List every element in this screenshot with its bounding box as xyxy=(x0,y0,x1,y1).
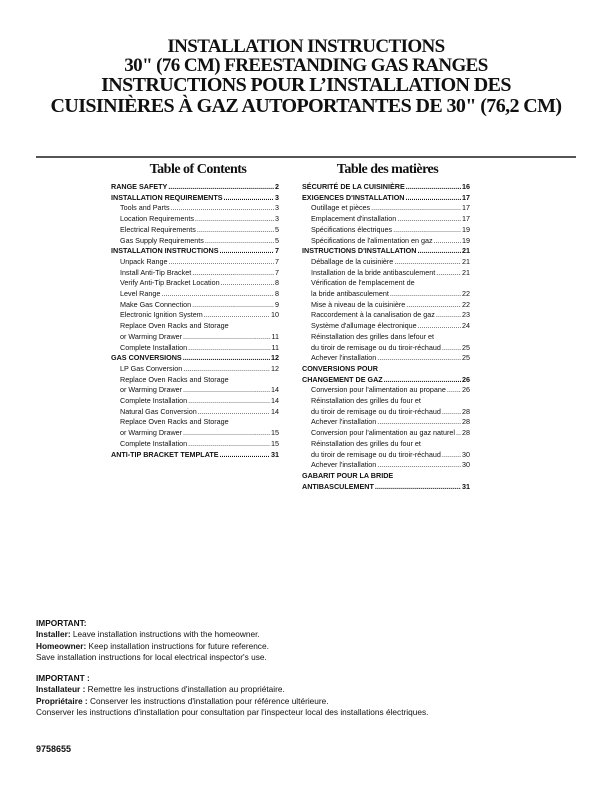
toc-entry-page: 3 xyxy=(275,203,279,213)
toc-leader-dots xyxy=(183,332,270,343)
toc-entry-label: EXIGENCES D'INSTALLATION xyxy=(302,192,405,202)
toc-entry-label-line: CONVERSIONS POUR xyxy=(302,363,378,373)
toc-entry xyxy=(302,246,470,257)
toc-entry-page: 5 xyxy=(275,224,279,234)
title-line-english-2: 30" (76 CM) FREESTANDING GAS RANGES xyxy=(124,55,488,76)
toc-english xyxy=(111,182,279,460)
toc-entry-page: 14 xyxy=(271,396,279,406)
toc-leader-dots xyxy=(394,257,461,268)
toc-entry xyxy=(111,182,279,193)
toc-entry xyxy=(111,310,279,321)
document-title xyxy=(0,37,612,117)
toc-entry-page: 19 xyxy=(462,224,470,234)
toc-leader-dots xyxy=(204,310,270,321)
notice-label: Homeowner: xyxy=(36,640,87,651)
toc-entry-page: 5 xyxy=(275,235,279,245)
toc-entry xyxy=(111,364,279,375)
toc-leader-dots xyxy=(221,278,274,289)
toc-entry-page: 21 xyxy=(462,246,470,256)
important-notice-french xyxy=(36,673,428,719)
toc-leader-dots xyxy=(220,450,270,461)
toc-entry xyxy=(111,439,279,450)
toc-entry xyxy=(111,193,279,204)
toc-entry xyxy=(111,353,279,364)
toc-entry xyxy=(111,268,279,279)
toc-entry-label-line: Replace Oven Racks and Storage xyxy=(120,417,229,427)
toc-leader-dots xyxy=(192,268,274,279)
toc-entry-label: Electrical Requirements xyxy=(120,224,196,234)
toc-entry xyxy=(302,268,470,279)
notice-line-installer xyxy=(36,629,269,640)
toc-entry-page: 25 xyxy=(462,353,470,363)
toc-entry-page: 22 xyxy=(462,299,470,309)
toc-entry-page: 14 xyxy=(271,385,279,395)
toc-entry-label: GAS CONVERSIONS xyxy=(111,353,182,363)
toc-entry xyxy=(302,203,470,214)
toc-entry-label-line: Réinstallation des grilles dans lefour et xyxy=(311,331,435,341)
toc-entry-page: 23 xyxy=(462,310,470,320)
toc-leader-dots xyxy=(197,225,274,236)
toc-entry-label: Gas Supply Requirements xyxy=(120,235,204,245)
toc-entry-label: du tiroir de remisage ou du tiroir-réchaud xyxy=(311,406,441,416)
toc-entry xyxy=(111,225,279,236)
toc-english-heading: Table of Contents xyxy=(149,162,247,177)
toc-entry xyxy=(302,460,470,471)
toc-entry-page: 17 xyxy=(462,192,470,202)
toc-entry xyxy=(111,450,279,461)
toc-entry-label: Installation de la bride antibasculement xyxy=(311,267,436,277)
notice-text: Keep installation instructions for future reference. xyxy=(86,640,269,651)
toc-leader-dots xyxy=(442,450,461,461)
toc-entry-page: 8 xyxy=(275,278,279,288)
toc-entry-label-line: Vérification de l'emplacement de xyxy=(311,278,415,288)
toc-entry-label: Conversion pour l'alimentation au propane xyxy=(311,385,446,395)
notice-label: Propriétaire : xyxy=(36,695,88,706)
toc-entry-label: Complete Installation xyxy=(120,438,188,448)
toc-entry-page: 17 xyxy=(462,203,470,213)
toc-entry-page: 11 xyxy=(271,331,279,341)
toc-entry-label: Spécifications électriques xyxy=(311,224,393,234)
toc-leader-dots xyxy=(442,343,461,354)
toc-leader-dots xyxy=(405,193,461,204)
toc-entry-page: 3 xyxy=(275,214,279,224)
toc-entry-page: 28 xyxy=(462,417,470,427)
toc-entry-page: 17 xyxy=(462,214,470,224)
toc-entry xyxy=(111,343,279,354)
toc-entry-label-line: Replace Oven Racks and Storage xyxy=(120,321,229,331)
toc-leader-dots xyxy=(377,353,461,364)
toc-entry xyxy=(302,375,470,386)
toc-entry-page: 26 xyxy=(462,385,470,395)
toc-leader-dots xyxy=(375,482,461,493)
toc-entry-label: INSTRUCTIONS D'INSTALLATION xyxy=(302,246,417,256)
toc-entry-label: Unpack Range xyxy=(120,256,168,266)
toc-entry-label: LP Gas Conversion xyxy=(120,363,183,373)
toc-entry-page: 9 xyxy=(275,299,279,309)
toc-entry-page: 15 xyxy=(271,438,279,448)
toc-entry-page: 12 xyxy=(271,353,279,363)
toc-leader-dots xyxy=(220,246,274,257)
toc-entry xyxy=(111,396,279,407)
toc-leader-dots xyxy=(406,182,461,193)
notice-line-homeowner xyxy=(36,641,269,652)
toc-french xyxy=(302,182,470,492)
toc-entry-page: 31 xyxy=(271,449,279,459)
toc-leader-dots xyxy=(188,343,270,354)
toc-entry-label: or Warming Drawer xyxy=(120,385,183,395)
toc-entry-label: la bride antibasculement xyxy=(311,289,389,299)
toc-entry xyxy=(302,428,470,439)
toc-leader-dots xyxy=(447,385,461,396)
toc-entry-page: 7 xyxy=(275,256,279,266)
toc-entry-page: 11 xyxy=(271,342,279,352)
toc-leader-dots xyxy=(224,193,274,204)
toc-entry xyxy=(302,182,470,193)
toc-entry xyxy=(302,353,470,364)
toc-leader-dots xyxy=(436,268,461,279)
toc-entry xyxy=(111,428,279,439)
notice-label: Installateur : xyxy=(36,684,86,695)
toc-entry xyxy=(111,203,279,214)
toc-entry xyxy=(302,193,470,204)
toc-entry-label: Spécifications de l'alimentation en gaz xyxy=(311,235,433,245)
title-line-english-1: INSTALLATION INSTRUCTIONS xyxy=(167,36,445,57)
toc-entry xyxy=(111,300,279,311)
toc-entry-label: CHANGEMENT DE GAZ xyxy=(302,374,383,384)
toc-entry-label: Complete Installation xyxy=(120,342,188,352)
toc-entry-label: Achever l'installation xyxy=(311,417,377,427)
toc-leader-dots xyxy=(442,407,461,418)
toc-entry-page: 21 xyxy=(462,267,470,277)
toc-leader-dots xyxy=(390,289,461,300)
toc-entry-label: Electronic Ignition System xyxy=(120,310,203,320)
toc-entry-label: Install Anti-Tip Bracket xyxy=(120,267,192,277)
toc-entry-label: Level Range xyxy=(120,289,161,299)
toc-entry-label-line: Réinstallation des grilles du four et xyxy=(311,438,421,448)
toc-entry-label: Achever l'installation xyxy=(311,353,377,363)
notice-text: Conserver les instructions d'installation pour référence ultérieure. xyxy=(87,695,329,706)
toc-entry-label: Tools and Parts xyxy=(120,203,170,213)
toc-entry-label: SÉCURITÉ DE LA CUISINIÈRE xyxy=(302,182,405,191)
toc-leader-dots xyxy=(188,439,270,450)
toc-leader-dots xyxy=(384,375,461,386)
toc-leader-dots xyxy=(377,417,461,428)
toc-entry-label: Emplacement d'installation xyxy=(311,214,397,224)
notice-line-owner xyxy=(36,696,428,707)
toc-entry-label: Système d'allumage électronique xyxy=(311,321,417,331)
toc-entry-page: 28 xyxy=(462,406,470,416)
toc-entry-label: Conversion pour l'alimentation au gaz naturel xyxy=(311,428,456,438)
toc-entry-page: 19 xyxy=(462,235,470,245)
toc-entry xyxy=(302,343,470,354)
toc-entry xyxy=(111,214,279,225)
notice-text: Remettre les instructions d'installation au propriétaire. xyxy=(85,684,285,695)
toc-leader-dots xyxy=(183,364,270,375)
toc-leader-dots xyxy=(188,396,270,407)
toc-entry-label: Raccordement à la canalisation de gaz xyxy=(311,310,435,320)
toc-leader-dots xyxy=(161,289,274,300)
toc-leader-dots xyxy=(434,236,461,247)
toc-leader-dots xyxy=(377,460,461,471)
toc-entry-page: 8 xyxy=(275,289,279,299)
toc-leader-dots xyxy=(406,300,461,311)
title-divider xyxy=(36,156,576,158)
notice-heading: IMPORTANT: xyxy=(36,618,87,628)
toc-entry-label: du tiroir de remisage ou du tiroir-réchaud xyxy=(311,449,441,459)
toc-entry xyxy=(302,225,470,236)
toc-entry-label-line: Réinstallation des grilles du four et xyxy=(311,396,421,406)
toc-leader-dots xyxy=(371,203,461,214)
toc-entry-label-line: GABARIT POUR LA BRIDE xyxy=(302,470,394,480)
toc-entry-page: 22 xyxy=(462,289,470,299)
notice-line-installer xyxy=(36,684,428,695)
toc-entry-page: 15 xyxy=(271,428,279,438)
toc-entry-page: 12 xyxy=(271,363,279,373)
toc-entry-label: Verify Anti-Tip Bracket Location xyxy=(120,278,220,288)
toc-entry xyxy=(302,385,470,396)
toc-entry xyxy=(302,450,470,461)
toc-entry-page: 10 xyxy=(271,310,279,320)
toc-leader-dots xyxy=(171,203,274,214)
toc-entry xyxy=(302,300,470,311)
toc-entry-label: Location Requirements xyxy=(120,214,194,224)
toc-entry-page: 2 xyxy=(275,182,279,191)
toc-entry xyxy=(111,385,279,396)
toc-entry-page: 16 xyxy=(462,182,470,191)
toc-leader-dots xyxy=(183,428,270,439)
toc-entry xyxy=(302,257,470,268)
toc-entry-label: Mise à niveau de la cuisinière xyxy=(311,299,406,309)
toc-entry xyxy=(111,257,279,268)
toc-entry-page: 26 xyxy=(462,374,470,384)
toc-entry-label: INSTALLATION INSTRUCTIONS xyxy=(111,246,219,256)
toc-entry xyxy=(302,407,470,418)
toc-entry xyxy=(302,289,470,300)
toc-entry xyxy=(302,417,470,428)
toc-entry xyxy=(111,246,279,257)
toc-entry xyxy=(111,289,279,300)
toc-entry-label: or Warming Drawer xyxy=(120,331,183,341)
toc-entry-label: Make Gas Connection xyxy=(120,299,192,309)
notice-heading: IMPORTANT : xyxy=(36,673,90,683)
toc-leader-dots xyxy=(198,407,270,418)
toc-entry xyxy=(111,278,279,289)
toc-entry-label: du tiroir de remisage ou du tiroir-réchaud xyxy=(311,342,441,352)
toc-entry-page: 30 xyxy=(462,449,470,459)
toc-entry-label: Complete Installation xyxy=(120,396,188,406)
toc-entry-label: or Warming Drawer xyxy=(120,428,183,438)
toc-entry xyxy=(302,236,470,247)
toc-leader-dots xyxy=(192,300,274,311)
important-notice-english xyxy=(36,618,269,664)
toc-entry xyxy=(302,310,470,321)
toc-french-heading: Table des matières xyxy=(336,162,439,177)
toc-entry-page: 24 xyxy=(462,321,470,331)
toc-entry-page: 25 xyxy=(462,342,470,352)
toc-entry-page: 14 xyxy=(271,406,279,416)
toc-leader-dots xyxy=(418,321,461,332)
toc-leader-dots xyxy=(195,214,274,225)
toc-entry-label: Natural Gas Conversion xyxy=(120,406,197,416)
toc-entry xyxy=(111,236,279,247)
notice-line-save: Save installation instructions for local electrical inspector's use. xyxy=(36,652,267,663)
toc-leader-dots xyxy=(397,214,461,225)
notice-text: Leave installation instructions with the homeowner. xyxy=(70,629,260,640)
toc-leader-dots xyxy=(436,310,461,321)
toc-entry xyxy=(302,214,470,225)
notice-label: Installer: xyxy=(36,629,71,640)
toc-entry-page: 21 xyxy=(462,256,470,266)
toc-leader-dots xyxy=(168,182,274,193)
toc-entry-label: RANGE SAFETY xyxy=(111,182,168,191)
toc-entry xyxy=(302,482,470,493)
toc-entry-page: 28 xyxy=(462,428,470,438)
toc-entry-label: Outillage et pièces xyxy=(311,203,371,213)
toc-entry xyxy=(302,321,470,332)
title-line-french-2: CUISINIÈRES À GAZ AUTOPORTANTES DE 30" (76,2 CM) xyxy=(50,95,562,117)
toc-entry-page: 3 xyxy=(275,192,279,202)
title-line-french-1: INSTRUCTIONS POUR L’INSTALLATION DES xyxy=(101,74,511,96)
toc-entry-label: INSTALLATION REQUIREMENTS xyxy=(111,192,223,202)
toc-entry-page: 31 xyxy=(462,481,470,491)
toc-entry-label-line: Replace Oven Racks and Storage xyxy=(120,374,229,384)
toc-leader-dots xyxy=(417,246,461,257)
toc-entry-label: ANTIBASCULEMENT xyxy=(302,481,374,491)
toc-leader-dots xyxy=(205,236,274,247)
toc-leader-dots xyxy=(456,428,461,439)
toc-entry xyxy=(111,332,279,343)
toc-entry-page: 30 xyxy=(462,460,470,470)
toc-leader-dots xyxy=(393,225,461,236)
notice-line-save: Conserver les instructions d'installation pour consultation par l'inspecteur local des installations électriques. xyxy=(36,707,429,718)
toc-entry-label: Déballage de la cuisinière xyxy=(311,256,394,266)
toc-entry-label: Achever l'installation xyxy=(311,460,377,470)
toc-entry-page: 7 xyxy=(275,246,279,256)
toc-leader-dots xyxy=(183,353,270,364)
part-number: 9758655 xyxy=(36,744,72,754)
toc-entry-label: ANTI-TIP BRACKET TEMPLATE xyxy=(111,449,219,459)
toc-leader-dots xyxy=(183,385,270,396)
toc-entry-page: 7 xyxy=(275,267,279,277)
toc-entry xyxy=(111,407,279,418)
toc-leader-dots xyxy=(169,257,274,268)
